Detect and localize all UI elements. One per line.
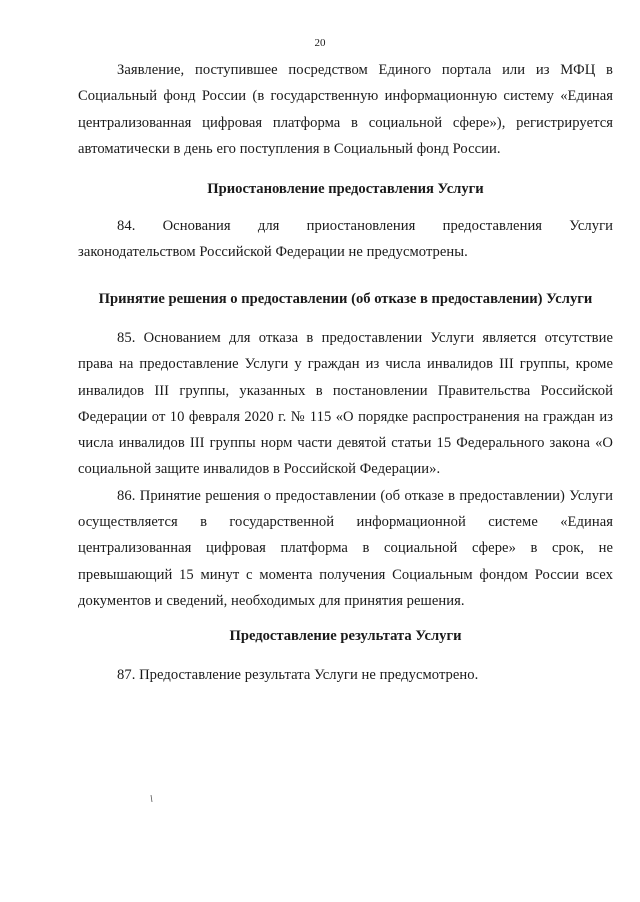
paragraph-84: 84. Основания для приостановления предоставления Услуги законодательством Российской Федерации не предусмотрены. <box>78 218 613 261</box>
paragraph-87: 87. Предоставление результата Услуги не предусмотрено. <box>117 667 479 683</box>
heading-result: Предоставление результата Услуги <box>229 628 462 644</box>
heading-decision: Принятие решения о предоставлении (об отказе в предоставлении) Услуги <box>98 291 593 307</box>
scan-speck <box>151 795 152 802</box>
paragraph-intro: Заявление, поступившее посредством Единого портала или из МФЦ в Социальный фонд России (в государственную информационную систему «Единая централизованная цифровая платформа в социальной сфере»), регистрируется автоматически в день его поступления в Социальный фонд России. <box>78 62 613 157</box>
heading-suspension: Приостановление предоставления Услуги <box>207 181 484 197</box>
page-number: 20 <box>314 37 326 49</box>
paragraph-85: 85. Основанием для отказа в предоставлении Услуги является отсутствие права на предоставление Услуги у граждан из числа инвалидов III группы, кроме инвалидов III группы, указанных в постановлении Правительства Российской Федерации от 10 февраля 2020 г. № 115 «О порядке распространения на граждан из числа инвалидов III группы норм части девятой статьи 15 Федерального закона «О социальной защите инвалидов в Российской Федерации». <box>78 330 613 478</box>
paragraph-86: 86. Принятие решения о предоставлении (об отказе в предоставлении) Услуги осуществляется в государственной информационной системе «Единая централизованная цифровая платформа в социальной сфере» в срок, не превышающий 15 минут с момента получения Социальным фондом России всех документов и сведений, необходимых для принятия решения. <box>78 487 613 609</box>
